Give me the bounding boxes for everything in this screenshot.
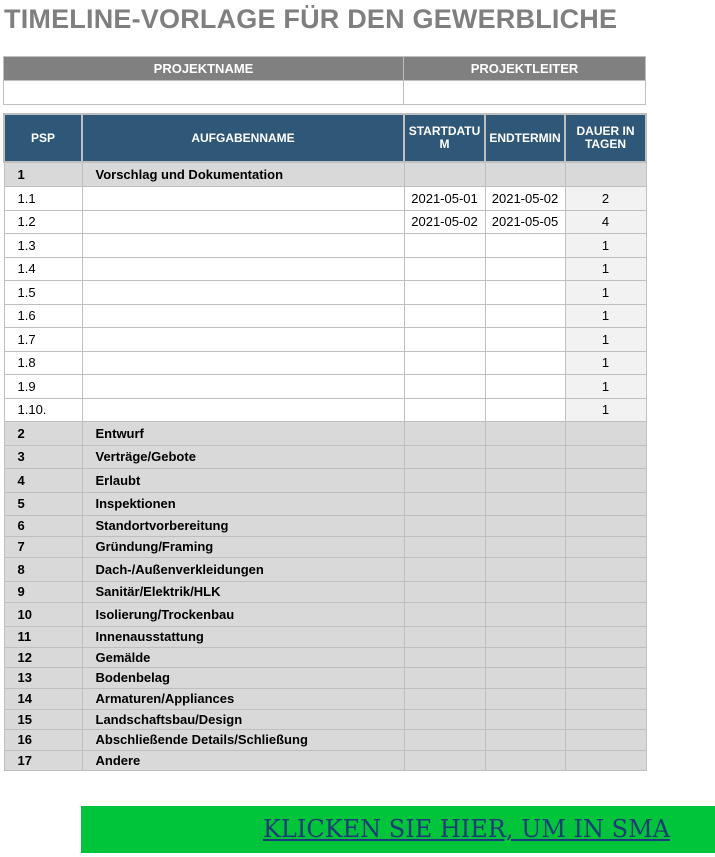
table-row: [4, 445, 646, 468]
table-row: [4, 647, 646, 667]
end-date-cell[interactable]: [485, 750, 565, 770]
table-row: [4, 750, 646, 770]
end-date-cell[interactable]: [485, 351, 565, 374]
duration-cell[interactable]: [565, 647, 646, 667]
psp-cell[interactable]: 12: [4, 647, 82, 667]
project-lead-cell[interactable]: [404, 81, 646, 105]
duration-cell[interactable]: 1: [565, 327, 646, 351]
psp-cell[interactable]: 16: [4, 729, 82, 750]
task-name-cell[interactable]: Armaturen/Appliances: [82, 688, 404, 709]
psp-cell[interactable]: 10: [4, 602, 82, 626]
duration-cell[interactable]: [565, 709, 646, 729]
table-row: [4, 233, 646, 257]
psp-cell[interactable]: 17: [4, 750, 82, 770]
duration-cell[interactable]: 1: [565, 351, 646, 374]
end-date-cell[interactable]: 2021-05-05: [485, 210, 565, 233]
start-date-cell[interactable]: [404, 445, 485, 468]
task-name-cell[interactable]: Entwurf: [82, 421, 404, 445]
psp-cell[interactable]: 1.7: [4, 327, 82, 351]
duration-cell[interactable]: [565, 688, 646, 709]
start-date-cell[interactable]: [404, 398, 485, 421]
duration-cell[interactable]: 4: [565, 210, 646, 233]
end-date-cell[interactable]: [485, 492, 565, 515]
start-date-cell[interactable]: [404, 536, 485, 557]
end-date-cell[interactable]: [485, 468, 565, 492]
table-row: [4, 709, 646, 729]
task-name-cell[interactable]: Sanitär/Elektrik/HLK: [82, 581, 404, 602]
promo-banner[interactable]: [81, 806, 715, 853]
psp-cell[interactable]: 1: [4, 162, 82, 186]
table-row: [4, 581, 646, 602]
end-date-cell[interactable]: [485, 374, 565, 398]
task-name-cell[interactable]: Andere: [82, 750, 404, 770]
end-date-cell[interactable]: [485, 280, 565, 304]
task-name-cell[interactable]: Verträge/Gebote: [82, 445, 404, 468]
end-date-cell[interactable]: [485, 709, 565, 729]
task-name-cell[interactable]: [82, 280, 404, 304]
task-name-cell[interactable]: [82, 304, 404, 327]
start-date-cell[interactable]: [404, 351, 485, 374]
psp-cell[interactable]: 11: [4, 626, 82, 647]
duration-cell[interactable]: [565, 602, 646, 626]
start-date-cell[interactable]: [404, 688, 485, 709]
table-row: [4, 351, 646, 374]
duration-column-header: DAUER IN TAGEN: [565, 114, 646, 162]
end-date-cell[interactable]: [485, 304, 565, 327]
table-row: [4, 688, 646, 709]
table-row: [4, 398, 646, 421]
end-date-cell[interactable]: [485, 581, 565, 602]
project-info-table: [3, 56, 646, 105]
start-date-cell[interactable]: [404, 233, 485, 257]
end-date-cell[interactable]: [485, 257, 565, 280]
duration-cell[interactable]: 1: [565, 374, 646, 398]
duration-cell[interactable]: [565, 515, 646, 536]
task-name-cell[interactable]: Vorschlag und Dokumentation: [82, 162, 404, 186]
start-date-cell[interactable]: [404, 421, 485, 445]
page-title: TIMELINE-VORLAGE FÜR DEN GEWERBLICHE: [4, 4, 618, 34]
task-name-cell[interactable]: [82, 327, 404, 351]
table-row: [4, 421, 646, 445]
duration-cell[interactable]: [565, 626, 646, 647]
project-name-header: PROJEKTNAME: [4, 57, 404, 81]
table-row: [4, 515, 646, 536]
start-date-cell[interactable]: [404, 750, 485, 770]
project-name-cell[interactable]: [4, 81, 404, 105]
task-name-cell[interactable]: Standortvorbereitung: [82, 515, 404, 536]
duration-cell[interactable]: [565, 492, 646, 515]
task-name-cell[interactable]: Gemälde: [82, 647, 404, 667]
end-date-cell[interactable]: [485, 647, 565, 667]
task-name-cell[interactable]: Isolierung/Trockenbau: [82, 602, 404, 626]
duration-cell[interactable]: [565, 536, 646, 557]
psp-cell[interactable]: 1.3: [4, 233, 82, 257]
start-date-cell[interactable]: 2021-05-02: [404, 210, 485, 233]
task-name-cell[interactable]: [82, 186, 404, 210]
task-name-cell[interactable]: Dach-/Außenverkleidungen: [82, 557, 404, 581]
task-name-cell[interactable]: [82, 210, 404, 233]
end-date-cell[interactable]: [485, 667, 565, 688]
table-row: [4, 557, 646, 581]
table-row: [4, 210, 646, 233]
psp-cell[interactable]: 2: [4, 421, 82, 445]
psp-cell[interactable]: 7: [4, 536, 82, 557]
table-row: [4, 492, 646, 515]
psp-cell[interactable]: 4: [4, 468, 82, 492]
task-name-cell[interactable]: Inspektionen: [82, 492, 404, 515]
table-row: [4, 667, 646, 688]
promo-link[interactable]: KLICKEN SIE HIER, UM IN SMA: [263, 815, 671, 843]
psp-cell[interactable]: 9: [4, 581, 82, 602]
start-date-cell[interactable]: [404, 557, 485, 581]
duration-cell[interactable]: [565, 729, 646, 750]
table-row: [4, 729, 646, 750]
task-name-cell[interactable]: Innenausstattung: [82, 626, 404, 647]
psp-cell[interactable]: 13: [4, 667, 82, 688]
timeline-table: [3, 113, 647, 771]
start-date-cell[interactable]: [404, 602, 485, 626]
table-row: [4, 162, 646, 186]
task-name-cell[interactable]: [82, 374, 404, 398]
start-date-cell[interactable]: [404, 581, 485, 602]
start-date-cell[interactable]: [404, 327, 485, 351]
task-name-cell[interactable]: Bodenbelag: [82, 667, 404, 688]
task-name-cell[interactable]: [82, 233, 404, 257]
table-row: [4, 304, 646, 327]
start-date-cell[interactable]: 2021-05-01: [404, 186, 485, 210]
end-date-cell[interactable]: [485, 515, 565, 536]
task-name-cell[interactable]: [82, 257, 404, 280]
table-row: [4, 536, 646, 557]
end-date-cell[interactable]: [485, 536, 565, 557]
task-name-cell[interactable]: [82, 398, 404, 421]
end-date-cell[interactable]: [485, 729, 565, 750]
task-name-cell[interactable]: Landschaftsbau/Design: [82, 709, 404, 729]
psp-cell[interactable]: 15: [4, 709, 82, 729]
table-row: [4, 327, 646, 351]
duration-cell[interactable]: [565, 667, 646, 688]
start-date-cell[interactable]: [404, 304, 485, 327]
start-date-cell[interactable]: [404, 162, 485, 186]
end-date-cell[interactable]: [485, 445, 565, 468]
psp-cell[interactable]: 14: [4, 688, 82, 709]
psp-column-header: PSP: [4, 114, 82, 162]
duration-cell[interactable]: [565, 581, 646, 602]
start-date-cell[interactable]: [404, 709, 485, 729]
duration-cell[interactable]: [565, 421, 646, 445]
start-column-header: STARTDATU M: [404, 114, 485, 162]
end-date-cell[interactable]: [485, 557, 565, 581]
duration-cell[interactable]: 1: [565, 398, 646, 421]
psp-cell[interactable]: 6: [4, 515, 82, 536]
task-name-cell[interactable]: Abschließende Details/Schließung: [82, 729, 404, 750]
end-column-header: ENDTERMIN: [485, 114, 565, 162]
psp-cell[interactable]: 1.10.: [4, 398, 82, 421]
start-date-cell[interactable]: [404, 515, 485, 536]
duration-cell[interactable]: [565, 468, 646, 492]
end-date-cell[interactable]: [485, 398, 565, 421]
start-date-cell[interactable]: [404, 492, 485, 515]
start-date-cell[interactable]: [404, 257, 485, 280]
psp-cell[interactable]: 1.2: [4, 210, 82, 233]
psp-cell[interactable]: 3: [4, 445, 82, 468]
start-date-cell[interactable]: [404, 374, 485, 398]
start-date-cell[interactable]: [404, 647, 485, 667]
start-date-cell[interactable]: [404, 729, 485, 750]
duration-cell[interactable]: 2: [565, 186, 646, 210]
duration-cell[interactable]: 1: [565, 304, 646, 327]
duration-cell[interactable]: 1: [565, 280, 646, 304]
table-row: [4, 257, 646, 280]
duration-cell[interactable]: 1: [565, 233, 646, 257]
psp-cell[interactable]: 1.6: [4, 304, 82, 327]
duration-cell[interactable]: [565, 557, 646, 581]
end-date-cell[interactable]: [485, 602, 565, 626]
task-name-cell[interactable]: Gründung/Framing: [82, 536, 404, 557]
duration-cell[interactable]: 1: [565, 257, 646, 280]
end-date-cell[interactable]: 2021-05-02: [485, 186, 565, 210]
table-row: [4, 186, 646, 210]
end-date-cell[interactable]: [485, 162, 565, 186]
duration-cell[interactable]: [565, 445, 646, 468]
start-date-cell[interactable]: [404, 667, 485, 688]
psp-cell[interactable]: 5: [4, 492, 82, 515]
duration-cell[interactable]: [565, 162, 646, 186]
psp-cell[interactable]: 1.5: [4, 280, 82, 304]
start-date-cell[interactable]: [404, 280, 485, 304]
end-date-cell[interactable]: [485, 626, 565, 647]
psp-cell[interactable]: 1.4: [4, 257, 82, 280]
end-date-cell[interactable]: [485, 233, 565, 257]
table-row: [4, 280, 646, 304]
table-row: [4, 626, 646, 647]
start-date-cell[interactable]: [404, 626, 485, 647]
task-name-cell[interactable]: Erlaubt: [82, 468, 404, 492]
end-date-cell[interactable]: [485, 688, 565, 709]
end-date-cell[interactable]: [485, 327, 565, 351]
task-column-header: AUFGABENNAME: [82, 114, 404, 162]
psp-cell[interactable]: 1.1: [4, 186, 82, 210]
table-row: [4, 468, 646, 492]
psp-cell[interactable]: 1.9: [4, 374, 82, 398]
task-name-cell[interactable]: [82, 351, 404, 374]
psp-cell[interactable]: 8: [4, 557, 82, 581]
table-row: [4, 374, 646, 398]
table-row: [4, 602, 646, 626]
psp-cell[interactable]: 1.8: [4, 351, 82, 374]
project-lead-header: PROJEKTLEITER: [404, 57, 646, 81]
duration-cell[interactable]: [565, 750, 646, 770]
start-date-cell[interactable]: [404, 468, 485, 492]
end-date-cell[interactable]: [485, 421, 565, 445]
